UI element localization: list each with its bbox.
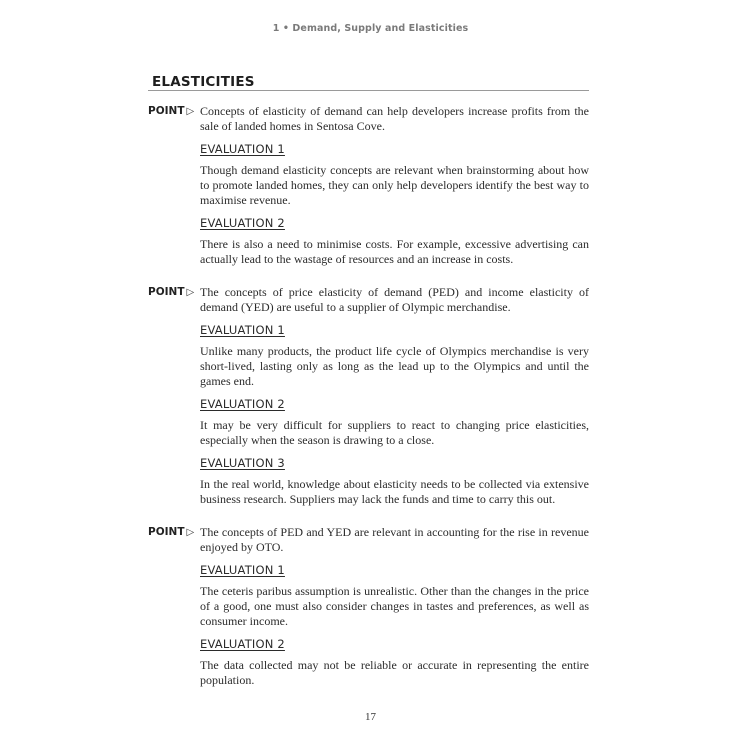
point-block — [148, 285, 589, 507]
triangle-right-icon: ▷ — [186, 287, 195, 298]
point-label — [148, 285, 194, 300]
evaluation-title: EVALUATION 1 — [200, 142, 285, 156]
section-heading: ELASTICITIES — [152, 74, 255, 90]
point-block — [148, 525, 589, 688]
evaluation-text: Though demand elasticity concepts are relevant when brainstorming about how to promote landed homes, they can only help developers identify the best way to maximise revenue. — [200, 163, 589, 207]
content-body — [148, 104, 589, 706]
point-label-text: POINT — [148, 286, 185, 298]
point-label-text: POINT — [148, 105, 185, 117]
evaluation-title: EVALUATION 1 — [200, 323, 285, 337]
evaluation-text: The ceteris paribus assumption is unrealistic. Other than the changes in the price of a good, one must also consider changes in tastes and preferences, as well as consumer income. — [200, 584, 589, 628]
evaluation-title: EVALUATION 3 — [200, 456, 285, 470]
section-divider — [148, 90, 589, 91]
point-text: The concepts of PED and YED are relevant in accounting for the rise in revenue enjoyed by OTO. — [200, 525, 589, 554]
point-text: Concepts of elasticity of demand can help developers increase profits from the sale of landed homes in Sentosa Cove. — [200, 104, 589, 133]
page-number: 17 — [365, 711, 376, 723]
point-block — [148, 104, 589, 267]
evaluation-text: Unlike many products, the product life cycle of Olympics merchandise is very short-lived, lasting only as long as the lead up to the Olympics and until the games end. — [200, 344, 589, 388]
evaluation-text: In the real world, knowledge about elasticity needs to be collected via extensive business research. Suppliers may lack the funds and time to carry this out. — [200, 477, 589, 506]
point-label-text: POINT — [148, 526, 185, 538]
triangle-right-icon: ▷ — [186, 527, 195, 538]
evaluation-title: EVALUATION 1 — [200, 563, 285, 577]
triangle-right-icon: ▷ — [186, 106, 195, 117]
point-label — [148, 525, 194, 540]
evaluation-title: EVALUATION 2 — [200, 397, 285, 411]
point-label — [148, 104, 194, 119]
point-text: The concepts of price elasticity of demand (PED) and income elasticity of demand (YED) are useful to a supplier of Olympic merchandise. — [200, 285, 589, 314]
evaluation-text: It may be very difficult for suppliers to react to changing price elasticities, especially when the season is drawing to a close. — [200, 418, 589, 447]
evaluation-title: EVALUATION 2 — [200, 216, 285, 230]
running-header: 1 • Demand, Supply and Elasticities — [272, 23, 469, 34]
evaluation-text: The data collected may not be reliable or accurate in representing the entire population. — [200, 658, 589, 687]
evaluation-title: EVALUATION 2 — [200, 637, 285, 651]
evaluation-text: There is also a need to minimise costs. For example, excessive advertising can actually lead to the wastage of resources and an increase in costs. — [200, 237, 589, 266]
